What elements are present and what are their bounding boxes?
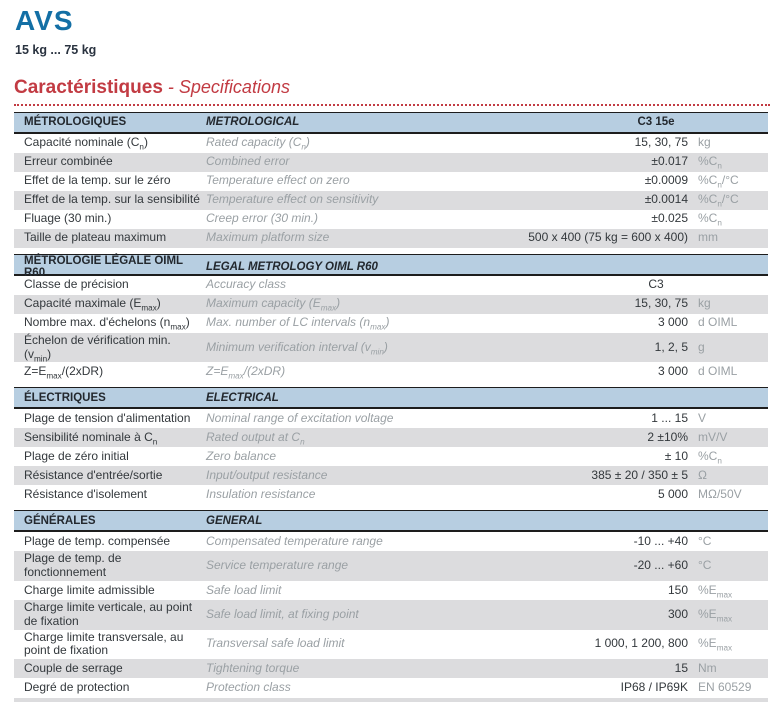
section-generales [14,510,768,697]
spec-value: 3 000 [657,315,688,330]
section-title-en: METROLOGICAL [206,116,300,129]
spec-unit: mm [698,230,718,245]
spec-value: 15 [674,660,688,675]
section-title-en: ELECTRICAL [206,391,279,404]
spec-unit: d OIML [698,315,738,330]
spec-row [14,447,768,466]
section-electriques [14,387,768,504]
spec-unit: Nm [698,660,717,675]
spec-label-fr: Sensibilité nominale à $C_n$ [24,429,158,447]
spec-unit: EN 60529 [698,679,752,694]
spec-value: 15, 30, 75 [634,135,688,150]
spec-label-fr: Résistance d'entrée/sortie [24,467,163,482]
spec-row [14,485,768,504]
spec-label-fr: Taille de plateau maximum [24,230,167,245]
spec-label-en: Combined error [206,154,290,169]
spec-label-fr: Capacité maximale $(E_{max})$ [24,296,161,313]
spec-label-en: Creep error (30 min.) [206,211,319,226]
spec-value: ±0.0014 [644,192,688,207]
spec-value: 300 [667,606,688,621]
spec-row [14,333,768,363]
section-rows [14,134,768,248]
spec-label-en: Tightening torque [206,660,300,675]
spec-label-fr: Charge limite transversale, au point de fixation [24,629,184,658]
section-title-fr: MÉTROLOGIE LÉGALE OIML R60 [24,254,183,279]
spec-unit: $\%C_n/^\circ C$ [698,173,739,190]
spec-row [14,630,768,660]
spec-unit: d OIML [698,363,738,378]
spec-label-en: Insulation resistance [206,486,316,501]
spec-unit: °C [698,558,712,573]
spec-row [14,229,768,248]
spec-label-fr: Degré de protection [24,679,130,694]
spec-label-en: Safe load limit [206,582,282,597]
spec-label-fr: Plage de tension d'alimentation [24,410,191,425]
spec-value: ±0.017 [651,154,688,169]
section-title-fr: GÉNÉRALES [24,514,96,527]
spec-label-fr: Plage de temp. de fonctionnement [24,551,122,580]
doc-header [0,0,780,57]
model-column-label: C3 15e [637,116,675,129]
spec-unit: g [698,339,705,354]
spec-unit: $\%E_{max}$ [698,636,733,653]
spec-label-fr: Capacité nominale $(C_n)$ [24,135,148,152]
section-metrologie-legale [14,254,768,382]
clipped-next-row [14,698,768,702]
spec-label-fr: Erreur combinée [24,154,113,169]
spec-value: IP68 / IP69K [620,679,688,694]
spec-unit: °C [698,533,712,548]
spec-label-en: Compensated temperature range [206,533,383,548]
spec-label-en: Maximum capacity $(E_{max})$ [206,296,341,313]
spec-unit: $\%C_n/^\circ C$ [698,192,739,209]
spec-label-fr: Effet de la temp. sur le zéro [24,173,171,188]
spec-row [14,172,768,191]
product-title: AVS [15,5,74,36]
spec-unit: kg [698,296,711,311]
spec-row [14,210,768,229]
spec-unit: V [698,410,707,425]
spec-label-fr: Nombre max. d'échelons $(n_{max})$ [24,315,190,332]
spec-unit: mV/V [698,429,728,444]
spec-label-fr: $Z=E_{max}/(2xDR)$ [24,363,104,381]
spec-row [14,409,768,428]
spec-value: 385 ± 20 / 350 ± 5 [591,467,688,482]
spec-row [14,276,768,295]
heading-en: - Specifications [162,76,290,97]
spec-label-en: Rated capacity $(C_n)$ [206,135,310,152]
spec-row [14,532,768,551]
spec-row [14,678,768,697]
spec-label-fr: Fluage (30 min.) [24,211,112,226]
spec-value: 5 000 [657,486,688,501]
spec-label-fr: Échelon de vérification min. $(v_{min})$ [24,332,171,363]
spec-row [14,191,768,210]
spec-row [14,295,768,314]
spec-row [14,153,768,172]
spec-value: 1 ... 15 [651,410,688,425]
section-header [14,112,768,134]
spec-row [14,581,768,600]
spec-label-en: Maximum platform size [206,230,330,245]
spec-row [14,600,768,630]
spec-label-fr: Résistance d'isolement [24,486,148,501]
capacity-range: 15 kg ... 75 kg [15,42,97,57]
spec-label-en: Input/output resistance [206,467,328,482]
spec-row [14,314,768,333]
spec-label-en: Max. number of LC intervals $(n_{max})$ [206,315,390,332]
spec-label-en: Rated output at $C_n$ [206,429,305,447]
spec-unit: $\%E_{max}$ [698,582,733,599]
spec-label-en: Minimum verification interval $(v_{min})$ [206,339,388,357]
spec-label-en: $Z=E_{max}/(2xDR)$ [206,363,286,381]
section-title-fr: MÉTROLOGIQUES [24,116,127,129]
spec-label-fr: Plage de zéro initial [24,448,129,463]
spec-row [14,551,768,581]
spec-value: -20 ... +60 [633,558,688,573]
specifications-heading [14,77,770,106]
spec-row [14,659,768,678]
spec-label-en: Safe load limit, at fixing point [206,606,359,621]
section-title-en: GENERAL [206,514,263,527]
spec-label-en: Zero balance [206,448,277,463]
spec-value: ± 10 [664,448,688,463]
spec-unit: MΩ/50V [698,486,742,501]
section-header [14,510,768,532]
spec-value: 15, 30, 75 [634,296,688,311]
spec-unit: kg [698,135,711,150]
spec-label-en: Transversal safe load limit [206,636,345,651]
spec-label-en: Nominal range of excitation voltage [206,410,394,425]
spec-row [14,428,768,447]
spec-label-fr: Charge limite admissible [24,582,155,597]
spec-unit: $\%C_n$ [698,211,722,228]
section-rows [14,409,768,504]
spec-value: 500 x 400 (75 kg = 600 x 400) [528,230,688,245]
section-rows [14,532,768,697]
spec-value: 2 ±10% [647,429,688,444]
spec-value: ±0.0009 [644,173,688,188]
section-header [14,254,768,279]
spec-label-en: Service temperature range [206,558,349,573]
spec-label-fr: Effet de la temp. sur la sensibilité [24,192,200,207]
spec-value: 150 [667,582,688,597]
spec-table [14,112,768,702]
spec-value: C3 [648,277,664,292]
spec-label-en: Temperature effect on zero [206,173,350,188]
section-title-fr: ÉLECTRIQUES [24,391,106,404]
spec-unit: $\%E_{max}$ [698,606,733,624]
spec-label-en: Protection class [206,679,291,694]
spec-row [14,466,768,485]
heading-fr: Caractéristiques [14,76,163,98]
spec-label-fr: Charge limite verticale, au point de fixation [24,599,193,628]
spec-label-fr: Couple de serrage [24,660,123,675]
spec-value: ±0.025 [651,211,688,226]
spec-unit: $\%C_n$ [698,154,722,171]
spec-value: 3 000 [657,363,688,378]
spec-row [14,134,768,153]
spec-label-fr: Classe de précision [24,277,129,292]
spec-value: 1, 2, 5 [654,339,688,354]
spec-value: -10 ... +40 [633,533,688,548]
section-metrologiques [14,112,768,248]
section-title-en: LEGAL METROLOGY OIML R60 [206,260,378,273]
spec-label-en: Temperature effect on sensitivity [206,192,379,207]
spec-unit: $\%C_n$ [698,448,722,466]
spec-unit: Ω [698,467,707,482]
section-rows [14,276,768,382]
spec-label-fr: Plage de temp. compensée [24,533,171,548]
spec-row [14,362,768,381]
section-header [14,387,768,409]
spec-label-en: Accuracy class [206,277,287,292]
spec-value: 1 000, 1 200, 800 [594,636,688,651]
